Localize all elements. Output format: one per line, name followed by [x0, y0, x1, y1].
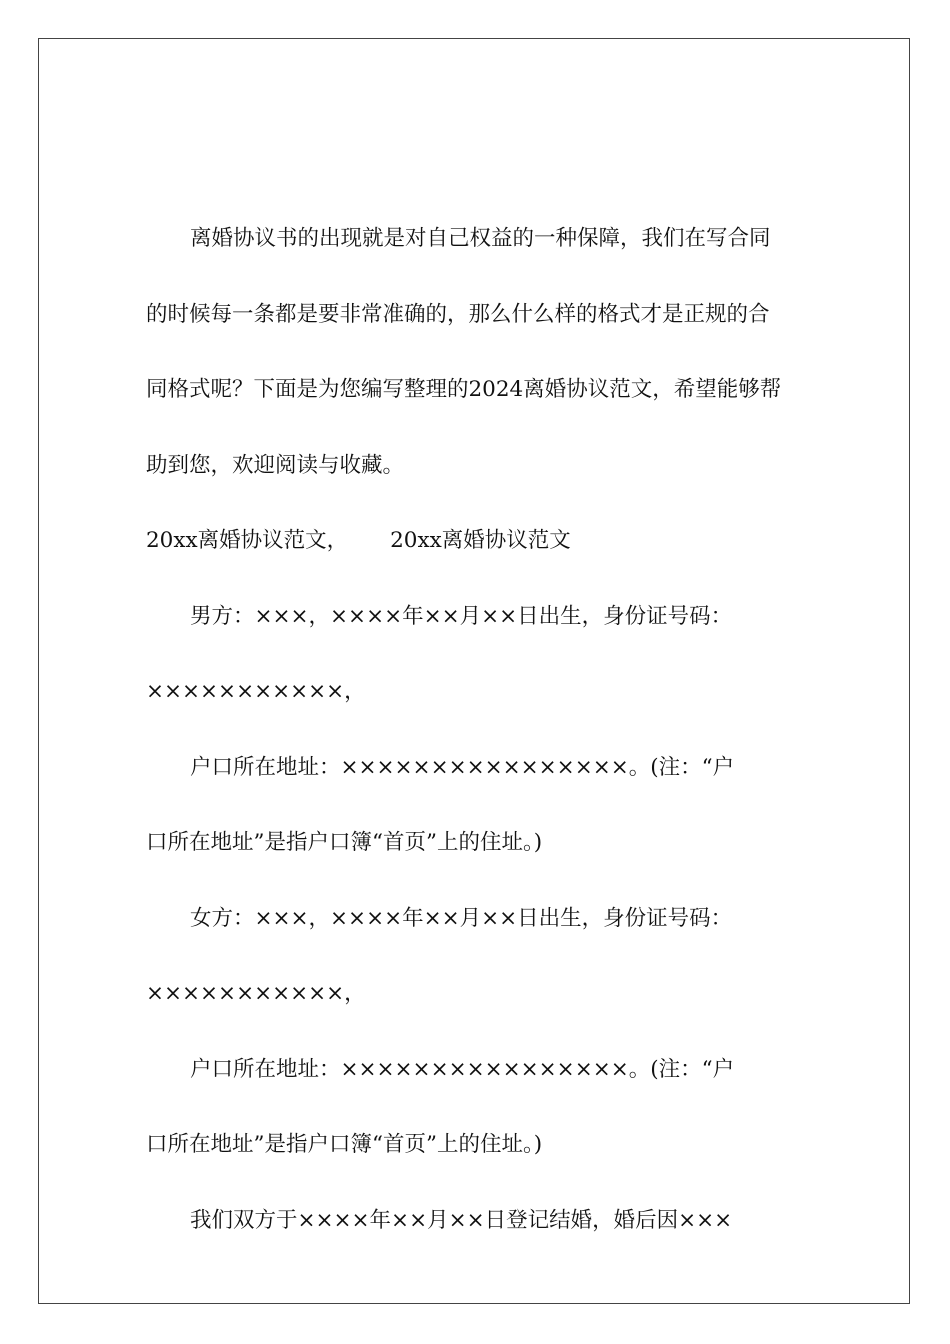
document-title: [146, 503, 806, 579]
title-left: 20xx离婚协议范文，: [146, 528, 349, 553]
male-info-line-1: 男方：×××，××××年××月××日出生，身份证号码：: [190, 603, 733, 629]
title-right: 20xx离婚协议范文: [390, 528, 571, 553]
document-body: [146, 201, 806, 1258]
female-address-line-2: 口所在地址”是指户口簿“首页”上的住址。): [146, 1132, 543, 1157]
male-address-line-1: 户口所在地址：××××××××××××××××。(注：“户: [190, 754, 735, 780]
marriage-line-1: 我们双方于××××年××月××日登记结婚，婚后因×××: [190, 1207, 733, 1233]
female-info-line-2: ×××××××××××，: [146, 981, 366, 1006]
intro-line-1: 离婚协议书的出现就是对自己权益的一种保障，我们在写合同: [190, 226, 771, 251]
intro-line-2: 的时候每一条都是要非常准确的，那么什么样的格式才是正规的合: [146, 301, 770, 327]
female-address-line-1: 户口所在地址：××××××××××××××××。(注：“户: [190, 1056, 735, 1082]
intro-line-3: 同格式呢？下面是为您编写整理的2024离婚协议范文，希望能够帮: [146, 377, 782, 402]
female-info-line-1: 女方：×××，××××年××月××日出生，身份证号码：: [190, 905, 733, 931]
male-info-line-2: ×××××××××××，: [146, 679, 366, 704]
intro-line-4: 助到您，欢迎阅读与收藏。: [146, 452, 405, 478]
male-address-line-2: 口所在地址”是指户口簿“首页”上的住址。): [146, 830, 543, 855]
